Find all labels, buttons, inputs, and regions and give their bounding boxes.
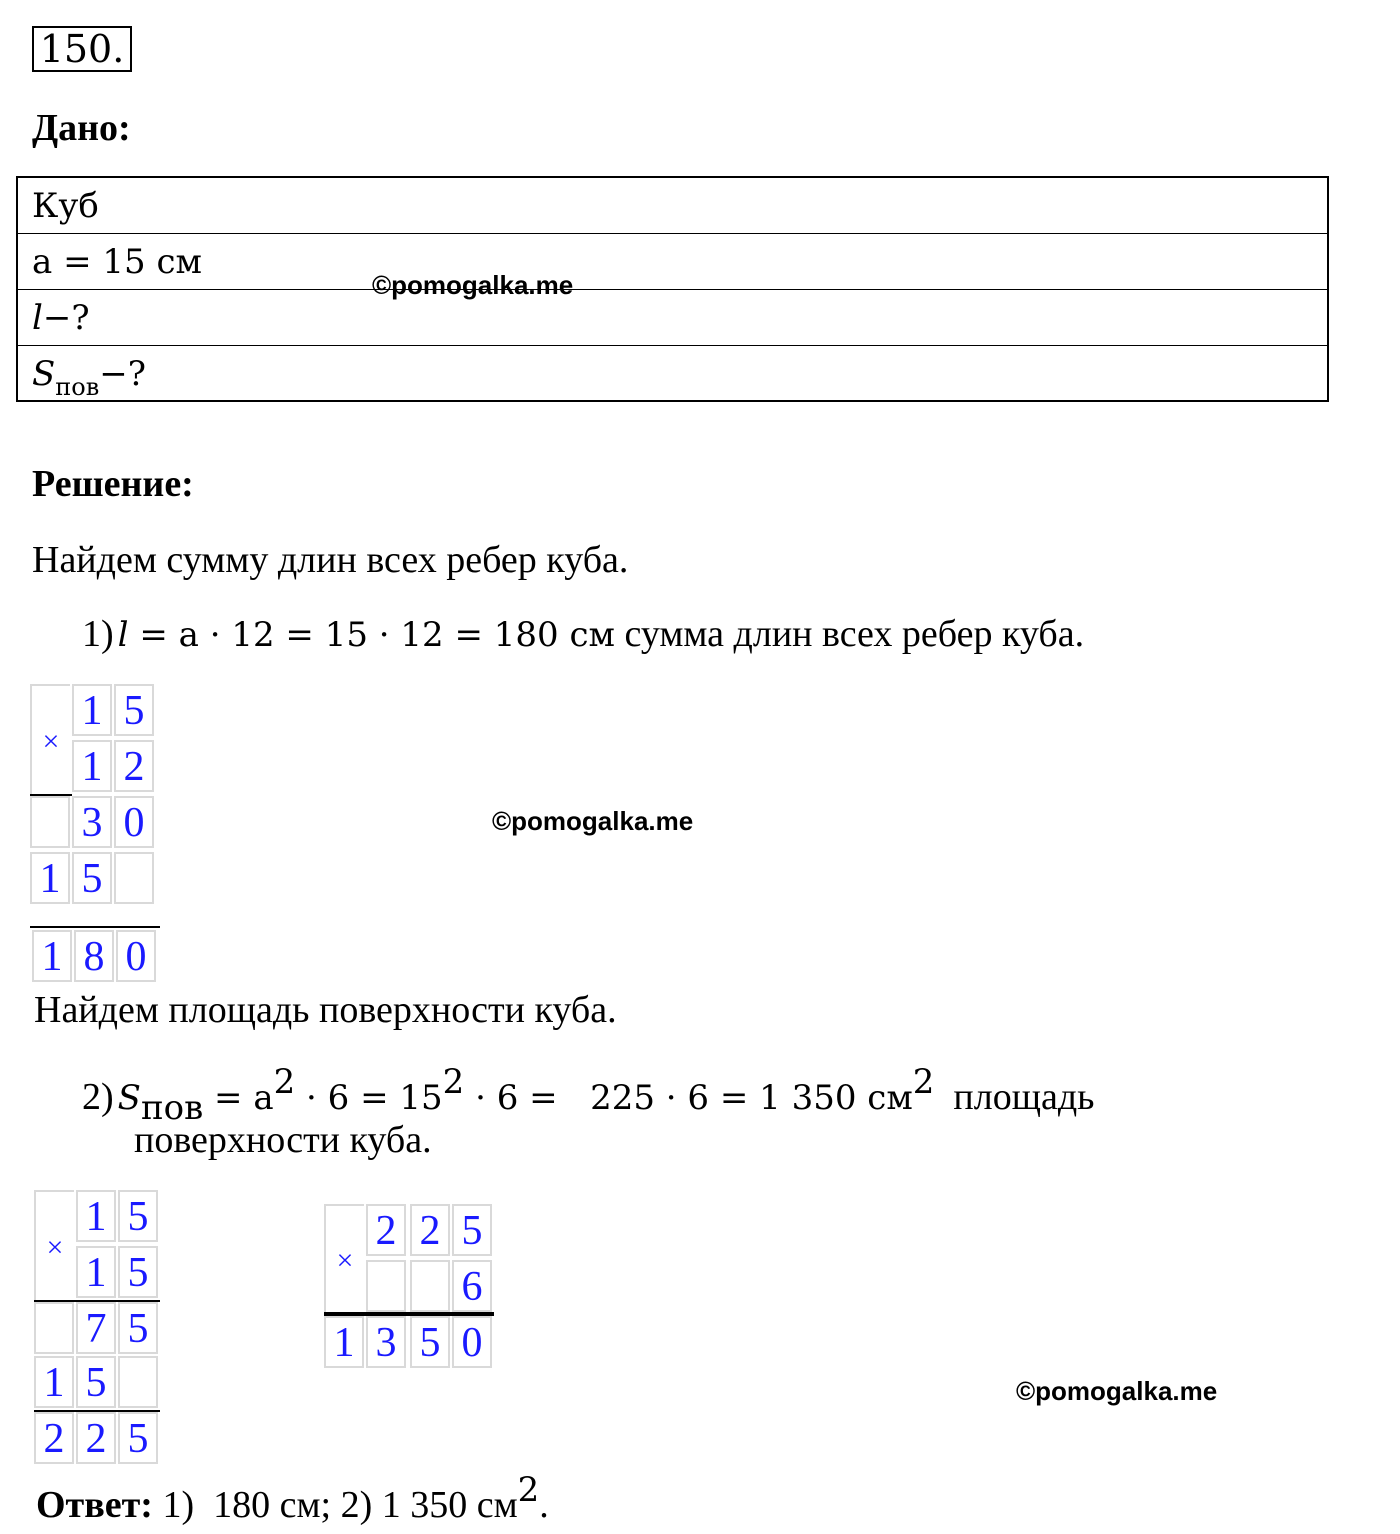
calc3-cell: 2: [410, 1204, 450, 1256]
step-1-number: 1): [82, 613, 114, 655]
calc1-cell: 1: [72, 740, 112, 792]
answer-line: [36, 1470, 549, 1527]
answer-label: Ответ:: [36, 1484, 153, 1526]
multiply-sign: ×: [324, 1204, 364, 1314]
given-row-figure: [18, 178, 1327, 234]
given-edge-text: a = 15 см: [32, 242, 202, 282]
step-2-expr-a: = a: [203, 1078, 274, 1118]
given-area-sub: пов: [55, 373, 100, 401]
problem-number: 150.: [32, 26, 132, 72]
step-1-var: l: [117, 615, 129, 655]
calc3-cell: 5: [452, 1204, 492, 1256]
calc2-cell: 1: [76, 1190, 116, 1242]
watermark-2: ©pomogalka.me: [492, 806, 694, 836]
calc3-cell: [410, 1260, 450, 1312]
step-2-number: 2): [82, 1076, 114, 1118]
step-2-sub: пов: [140, 1088, 204, 1128]
given-figure-text: Куб: [32, 186, 99, 226]
calc2-cell: [34, 1302, 74, 1354]
step-1: [82, 612, 1084, 656]
calc1-sum-line: [30, 926, 160, 928]
intro-edges: Найдем сумму длин всех ребер куба.: [32, 539, 629, 581]
calc2-cell: 5: [76, 1356, 116, 1408]
step-1-expr: = a · 12 = 15 · 12 = 180 см: [128, 615, 615, 655]
intro-area: Найдем площадь поверхности куба.: [34, 989, 617, 1031]
calc2-cell: 1: [34, 1356, 74, 1408]
calc2-cell: 5: [118, 1302, 158, 1354]
given-row-area: [18, 346, 1327, 402]
solution-heading: Решение:: [32, 463, 194, 505]
step-2-exp-a: 2: [273, 1062, 296, 1102]
calc2-result-cell: 2: [76, 1412, 116, 1464]
step-2-expr-c: · 6 = 225 · 6 = 1 350 см: [464, 1078, 913, 1118]
calc1-cell: 3: [72, 796, 112, 848]
given-heading: Дано:: [32, 107, 131, 149]
given-row-length: [18, 290, 1327, 346]
calc1-cell: 5: [72, 852, 112, 904]
calc3-cell: [366, 1260, 406, 1312]
given-table: [16, 176, 1329, 402]
calc3-result-cell: 1: [324, 1316, 364, 1368]
given-row-edge: [18, 234, 1327, 290]
step-1-tail: сумма длин всех ребер куба.: [614, 613, 1085, 655]
calc3-cell: 6: [452, 1260, 492, 1312]
step-2-expr-b: · 6 = 15: [295, 1078, 443, 1118]
given-area-rest: −?: [99, 354, 146, 394]
step-2-tail: площадь: [934, 1076, 1095, 1118]
given-length-rest: −?: [42, 298, 90, 338]
watermark-3: ©pomogalka.me: [1016, 1376, 1218, 1406]
calc1-result-cell: 1: [32, 930, 72, 982]
calc3-result-cell: 0: [452, 1316, 492, 1368]
calc2-cell: 5: [118, 1246, 158, 1298]
calc1-cell: 0: [114, 796, 154, 848]
given-area-var: S: [32, 354, 56, 394]
step-2-exp-b: 2: [442, 1062, 465, 1102]
multiply-sign: ×: [30, 684, 70, 796]
answer-text: 1) 180 см; 2) 1 350 см: [152, 1484, 518, 1526]
calc2-result-cell: 2: [34, 1412, 74, 1464]
step-2-var: S: [117, 1078, 141, 1118]
multiply-sign: ×: [34, 1190, 74, 1302]
calc2-cell: 7: [76, 1302, 116, 1354]
calc2-cell: 1: [76, 1246, 116, 1298]
calc1-cell: [114, 852, 154, 904]
calc3-result-cell: 5: [410, 1316, 450, 1368]
watermark-1: ©pomogalka.me: [372, 270, 574, 300]
answer-end: .: [539, 1484, 549, 1526]
calc1-cell: 5: [114, 684, 154, 736]
step-2-exp-c: 2: [912, 1062, 935, 1102]
calc1-cell: 1: [72, 684, 112, 736]
calc3-result-cell: 3: [366, 1316, 406, 1368]
calc1-result-cell: 0: [116, 930, 156, 982]
answer-exp: 2: [517, 1470, 540, 1510]
step-2-line-2: поверхности куба.: [134, 1119, 432, 1161]
calc2-result-cell: 5: [118, 1412, 158, 1464]
calc2-cell: [118, 1356, 158, 1408]
calc1-cell: 1: [30, 852, 70, 904]
calc3-cell: 2: [366, 1204, 406, 1256]
calc1-cell: 2: [114, 740, 154, 792]
given-length-var: l: [32, 298, 43, 338]
calc2-cell: 5: [118, 1190, 158, 1242]
calc1-result-cell: 8: [74, 930, 114, 982]
calc1-cell: [30, 796, 70, 848]
